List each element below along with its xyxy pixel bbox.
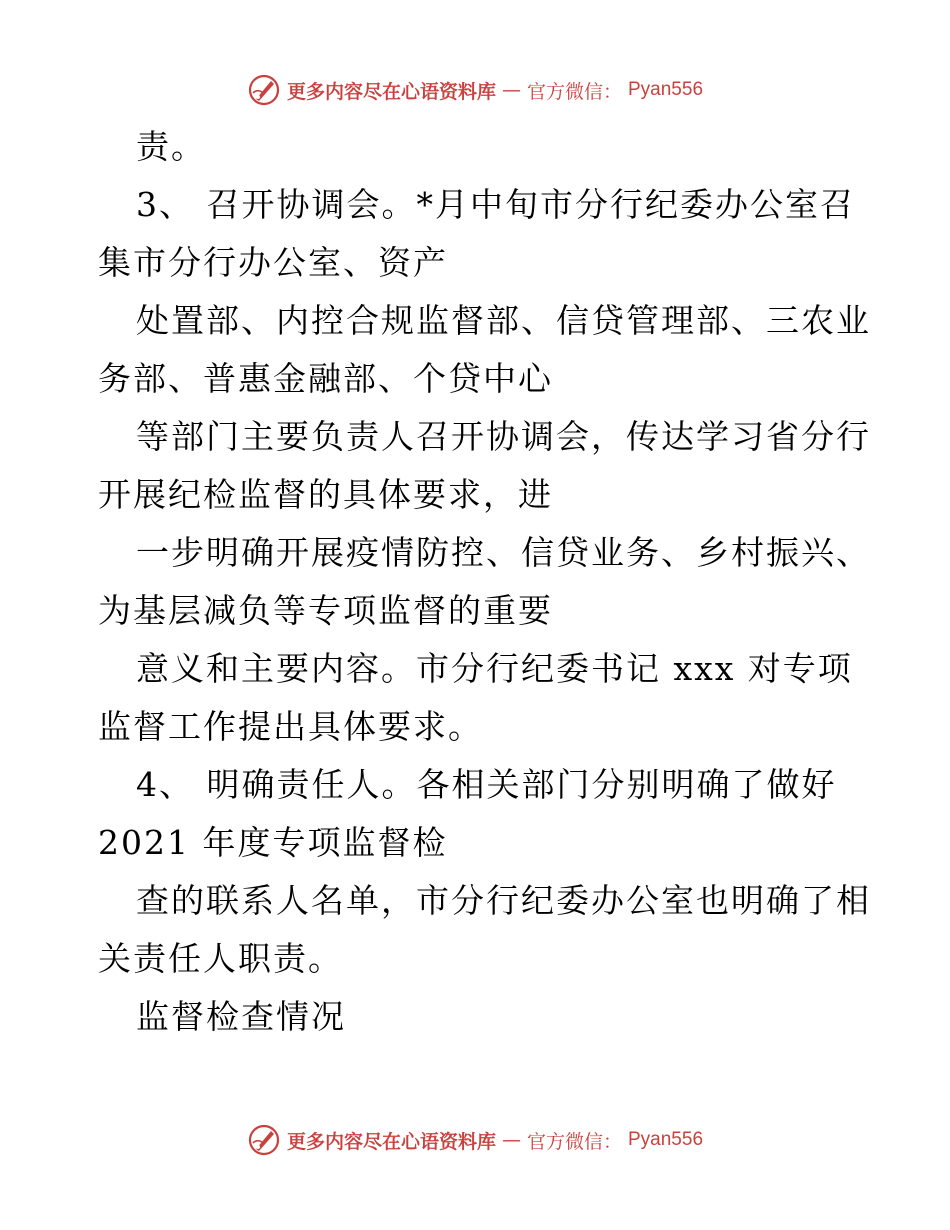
paragraph-line: 关责任人职责。	[98, 939, 343, 978]
paragraph-line: 4、 明确责任人。各相关部门分别明确了做好	[136, 765, 837, 804]
quill-logo-icon	[247, 73, 281, 107]
quill-logo-icon	[247, 1123, 281, 1157]
header-wechat-label: 官方微信：	[526, 80, 622, 103]
paragraph-line: 2021 年度专项监督检	[98, 823, 448, 862]
footer-dash: —	[501, 1129, 521, 1151]
footer-brand	[247, 1123, 703, 1157]
paragraph-line: 3、 召开协调会。*月中旬市分行纪委办公室召	[136, 185, 855, 224]
footer-wechat-label: 官方微信：	[526, 1130, 622, 1153]
footer-brand-name: 更多内容尽在心语资料库	[286, 1130, 496, 1153]
paragraph-line: 一步明确开展疫情防控、信贷业务、乡村振兴、	[136, 533, 871, 572]
header-brand-name: 更多内容尽在心语资料库	[286, 80, 496, 103]
paragraph-line: 务部、普惠金融部、个贷中心	[98, 359, 553, 398]
paragraph-line: 开展纪检监督的具体要求，进	[98, 475, 553, 514]
footer-wechat-id: Pyan556	[628, 1129, 704, 1150]
paragraph-line: 监督工作提出具体要求。	[98, 707, 483, 746]
paragraph-line: 意义和主要内容。市分行纪委书记 xxx 对专项	[136, 649, 853, 688]
header-wechat-id: Pyan556	[628, 79, 704, 100]
header-dash: —	[501, 79, 521, 101]
paragraph-line: 责。	[136, 127, 206, 166]
section-heading: 监督检查情况	[136, 997, 346, 1036]
paragraph-line: 为基层减负等专项监督的重要	[98, 591, 553, 630]
paragraph-line: 查的联系人名单，市分行纪委办公室也明确了相	[136, 881, 871, 920]
page-footer	[0, 1120, 950, 1160]
document-body	[98, 118, 871, 1046]
page-header	[0, 70, 950, 110]
paragraph-line: 处置部、内控合规监督部、信贷管理部、三农业	[136, 301, 871, 340]
paragraph-line: 等部门主要负责人召开协调会，传达学习省分行	[136, 417, 871, 456]
paragraph-line: 集市分行办公室、资产	[98, 243, 448, 282]
header-brand	[247, 73, 703, 107]
